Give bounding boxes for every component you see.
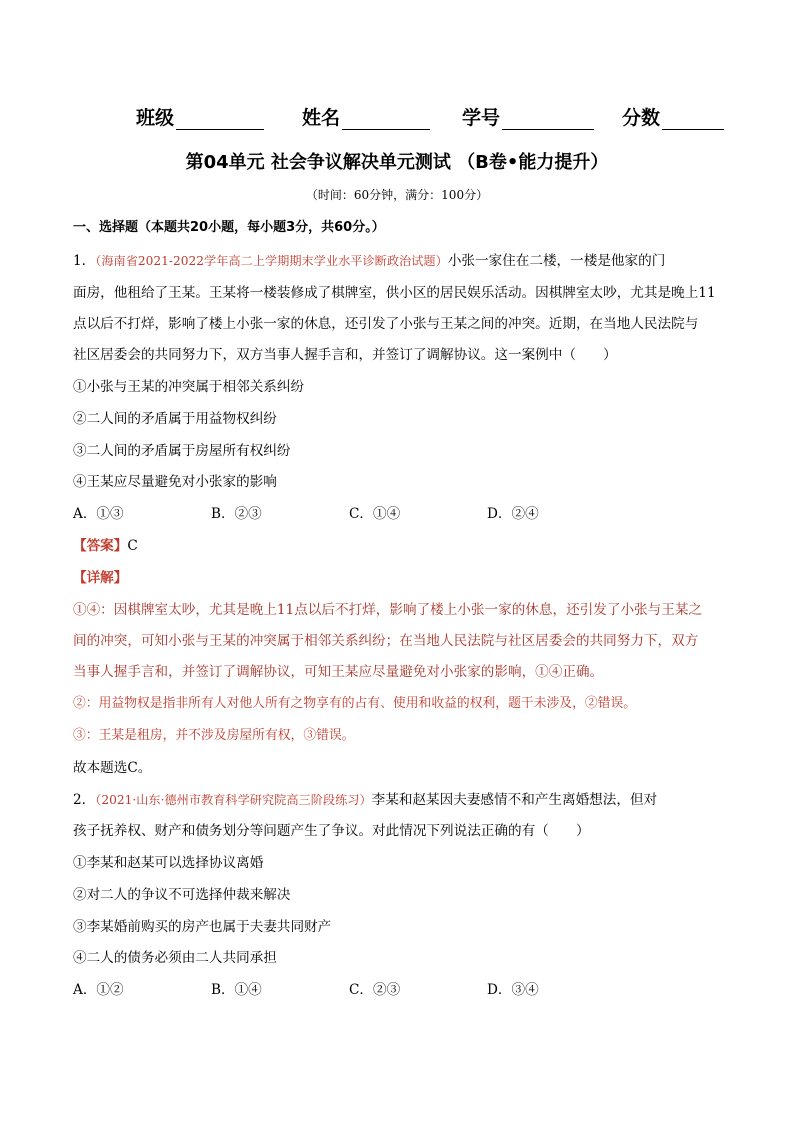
question-2-option-3: ③李某婚前购买的房产也属于夫妻共同财产 [73, 919, 332, 935]
question-1-option-1: ①小张与王某的冲突属于相邻关系纠纷 [73, 379, 305, 395]
question-1-stem-line-3: 点以后不打烊，影响了楼上小张一家的休息，还引发了小张与王某之间的冲突。近期，在当地人民法院与 [73, 316, 699, 332]
choice-a[interactable]: A．①③ [73, 506, 124, 522]
answer-value: C [127, 538, 138, 554]
question-2-option-4: ④二人的债务必须由二人共同承担 [73, 950, 277, 966]
question-1-option-2: ②二人间的矛盾属于用益物权纠纷 [73, 411, 277, 427]
question-2-option-1: ①李某和赵某可以选择协议离婚 [73, 855, 264, 871]
choice-c[interactable]: C．②③ [349, 982, 401, 998]
question-1-stem-line-2: 面房，他租给了王某。王某将一楼装修成了棋牌室，供小区的居民娱乐活动。因棋牌室太吵，尤其是晚上11 [73, 285, 716, 301]
question-2-stem-line-1: 2．（2021·山东·德州市教育科学研究院高三阶段练习）李某和赵某因夫妻感情不和产生离婚想法，但对 [73, 792, 658, 808]
question-2-option-2: ②对二人的争议不可选择仲裁来解决 [73, 887, 291, 903]
score-field[interactable] [622, 103, 724, 130]
detail-line-1: ①④：因棋牌室太吵，尤其是晚上11点以后不打烊，影响了楼上小张一家的休息，还引发了小张与王某之 [73, 602, 703, 618]
question-1-stem-line-4: 社区居委会的共同努力下，双方当事人握手言和，并签订了调解协议。这一案例中（ ） [73, 347, 617, 363]
detail-label: 【详解】 [73, 570, 128, 586]
question-1-stem-line-1: 1．（海南省2021-2022学年高二上学期期末学业水平诊断政治试题）小张一家住在二楼，一楼是他家的门 [73, 253, 666, 269]
name-label: 姓名 [302, 107, 341, 129]
page-title: 第04单元 社会争议解决单元测试 （B卷•能力提升） [185, 152, 609, 173]
section-heading: 一、选择题（本题共20小题，每小题3分，共60分。） [73, 220, 385, 235]
choice-d[interactable]: D．②④ [487, 506, 539, 522]
question-2-choices [73, 980, 733, 1000]
class-blank[interactable] [176, 109, 264, 130]
score-blank[interactable] [662, 109, 724, 130]
question-1-choices [73, 504, 733, 524]
detail-line-4: ②：用益物权是指非所有人对他人所有之物享有的占有、使用和收益的权利，题干未涉及，②错误。 [73, 696, 637, 711]
class-label: 班级 [136, 107, 175, 129]
student-no-label: 学号 [462, 107, 501, 129]
choice-c[interactable]: C．①④ [349, 506, 401, 522]
choice-b[interactable]: B．①④ [211, 982, 262, 998]
detail-line-2: 间的冲突，可知小张与王某的冲突属于相邻关系纠纷；在当地人民法院与社区居委会的共同努力下，双方 [73, 633, 699, 649]
question-number: 2． [73, 792, 96, 808]
question-1-conclusion: 故本题选C。 [73, 760, 152, 776]
detail-line-5: ③：王某是租房，并不涉及房屋所有权，③错误。 [73, 728, 355, 743]
question-1-answer [73, 536, 733, 556]
student-no-field[interactable] [462, 103, 594, 130]
name-field[interactable] [302, 103, 430, 130]
answer-label: 【答案】 [73, 538, 128, 554]
score-label: 分数 [622, 107, 661, 129]
class-field[interactable] [136, 103, 264, 130]
name-blank[interactable] [342, 109, 430, 130]
question-source: （海南省2021-2022学年高二上学期期末学业水平诊断政治试题） [95, 254, 448, 268]
question-source: （2021·山东·德州市教育科学研究院高三阶段练习） [95, 793, 372, 807]
choice-d[interactable]: D．③④ [487, 982, 539, 998]
choice-a[interactable]: A．①② [73, 982, 124, 998]
question-1-option-4: ④王某应尽量避免对小张家的影响 [73, 474, 277, 490]
page-subtitle: （时间：60分钟，满分：100分） [305, 188, 489, 202]
question-2-stem-line-2: 孩子抚养权、财产和债务划分等问题产生了争议。对此情况下列说法正确的有（ ） [73, 823, 590, 839]
detail-line-3: 当事人握手言和，并签订了调解协议，可知王某应尽量避免对小张家的影响，①④正确。 [73, 664, 604, 680]
question-number: 1． [73, 253, 96, 269]
student-no-blank[interactable] [502, 109, 594, 130]
choice-b[interactable]: B．②③ [211, 506, 262, 522]
question-1-option-3: ③二人间的矛盾属于房屋所有权纠纷 [73, 443, 291, 459]
student-info-header [136, 103, 736, 133]
